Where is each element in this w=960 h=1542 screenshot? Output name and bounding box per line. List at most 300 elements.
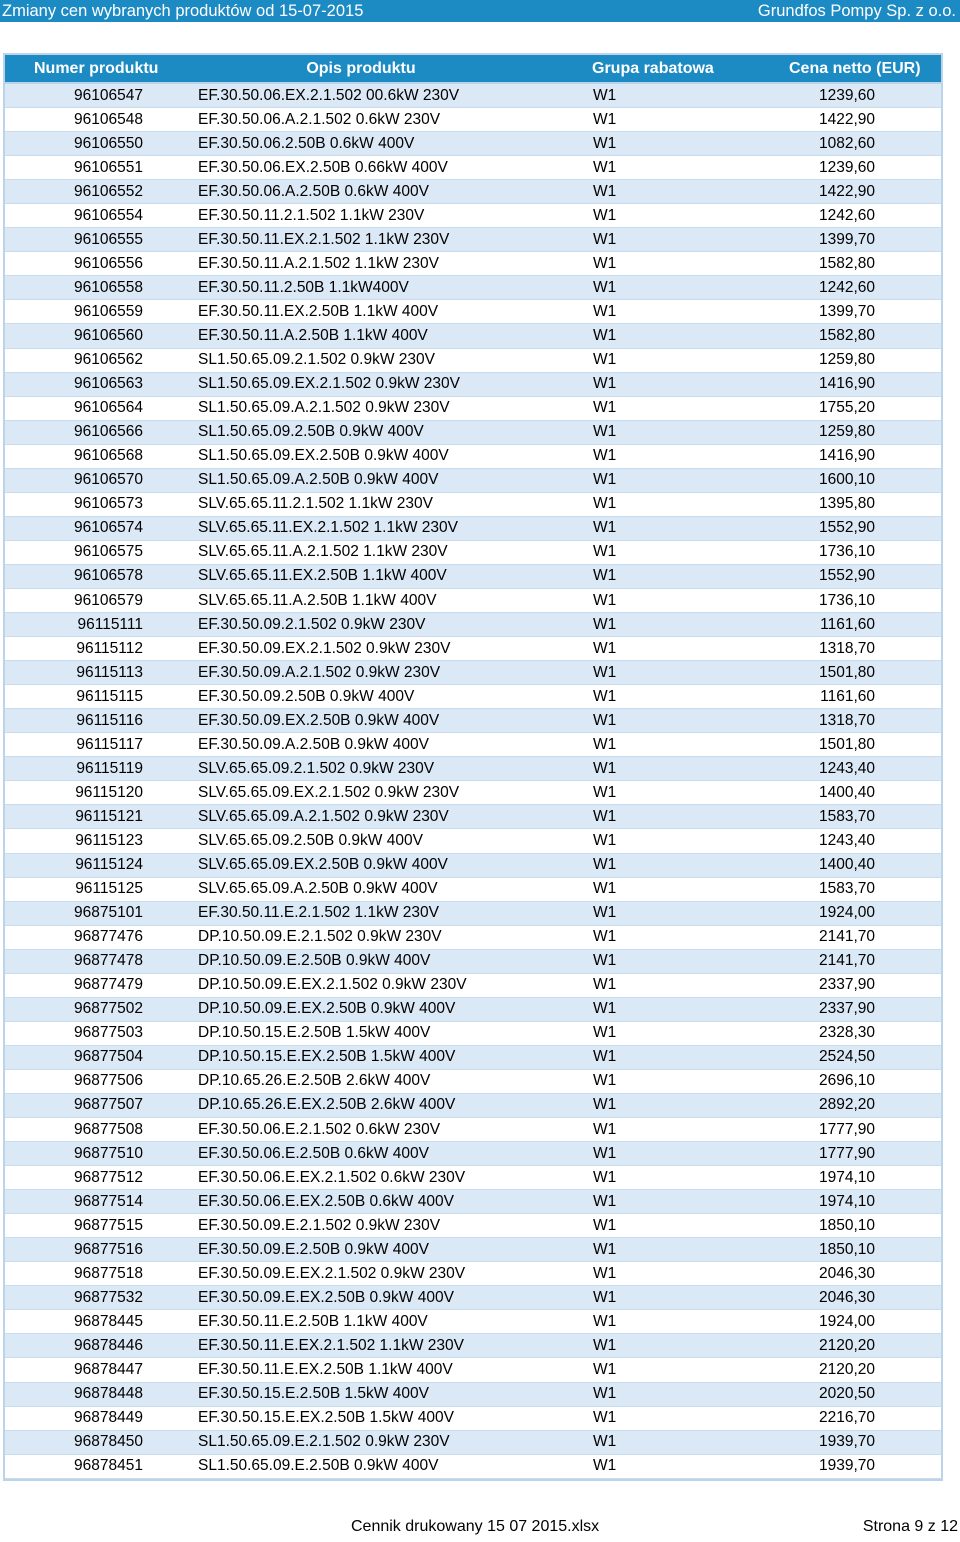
net-price-cell: 1583,70 bbox=[780, 805, 941, 829]
table-row bbox=[5, 1310, 941, 1334]
product-number-cell: 96106575 bbox=[5, 540, 198, 564]
description-cell: SLV.65.65.11.EX.2.1.502 1.1kW 230V bbox=[198, 516, 524, 540]
product-number-cell: 96877478 bbox=[5, 949, 198, 973]
description-cell: EF.30.50.09.E.EX.2.1.502 0.9kW 230V bbox=[198, 1262, 524, 1286]
discount-group-cell: W1 bbox=[524, 997, 780, 1021]
discount-group-cell: W1 bbox=[524, 1214, 780, 1238]
net-price-cell: 1259,80 bbox=[780, 420, 941, 444]
net-price-cell: 2120,20 bbox=[780, 1334, 941, 1358]
product-number-cell: 96877514 bbox=[5, 1190, 198, 1214]
net-price-cell: 1318,70 bbox=[780, 637, 941, 661]
net-price-cell: 1243,40 bbox=[780, 757, 941, 781]
product-number-cell: 96115115 bbox=[5, 685, 198, 709]
product-number-cell: 96106579 bbox=[5, 588, 198, 612]
discount-group-cell: W1 bbox=[524, 1406, 780, 1430]
discount-group-cell: W1 bbox=[524, 396, 780, 420]
table-row bbox=[5, 83, 941, 108]
net-price-cell: 1582,80 bbox=[780, 324, 941, 348]
discount-group-cell: W1 bbox=[524, 1190, 780, 1214]
table-header-row bbox=[5, 55, 941, 83]
description-cell: EF.30.50.06.E.EX.2.1.502 0.6kW 230V bbox=[198, 1166, 524, 1190]
table-row bbox=[5, 1118, 941, 1142]
price-table-container bbox=[3, 53, 943, 1481]
discount-group-cell: W1 bbox=[524, 733, 780, 757]
table-row bbox=[5, 637, 941, 661]
net-price-cell: 2337,90 bbox=[780, 973, 941, 997]
table-row bbox=[5, 781, 941, 805]
net-price-cell: 1924,00 bbox=[780, 1310, 941, 1334]
table-row bbox=[5, 1190, 941, 1214]
description-cell: EF.30.50.09.A.2.1.502 0.9kW 230V bbox=[198, 661, 524, 685]
net-price-cell: 1552,90 bbox=[780, 564, 941, 588]
table-row bbox=[5, 132, 941, 156]
net-price-cell: 2696,10 bbox=[780, 1069, 941, 1093]
net-price-cell: 1318,70 bbox=[780, 709, 941, 733]
discount-group-cell: W1 bbox=[524, 1430, 780, 1454]
description-cell: EF.30.50.09.A.2.50B 0.9kW 400V bbox=[198, 733, 524, 757]
description-cell: SL1.50.65.09.2.50B 0.9kW 400V bbox=[198, 420, 524, 444]
table-row bbox=[5, 156, 941, 180]
table-row bbox=[5, 228, 941, 252]
net-price-cell: 2020,50 bbox=[780, 1382, 941, 1406]
page-header bbox=[0, 0, 960, 22]
description-cell: SLV.65.65.09.EX.2.1.502 0.9kW 230V bbox=[198, 781, 524, 805]
description-cell: SL1.50.65.09.EX.2.1.502 0.9kW 230V bbox=[198, 372, 524, 396]
description-cell: DP.10.50.15.E.2.50B 1.5kW 400V bbox=[198, 1021, 524, 1045]
net-price-cell: 1422,90 bbox=[780, 108, 941, 132]
discount-group-cell: W1 bbox=[524, 613, 780, 637]
table-row bbox=[5, 1382, 941, 1406]
net-price-cell: 1600,10 bbox=[780, 468, 941, 492]
description-cell: SLV.65.65.09.EX.2.50B 0.9kW 400V bbox=[198, 853, 524, 877]
net-price-cell: 1399,70 bbox=[780, 300, 941, 324]
description-cell: EF.30.50.11.E.EX.2.1.502 1.1kW 230V bbox=[198, 1334, 524, 1358]
table-row bbox=[5, 348, 941, 372]
discount-group-cell: W1 bbox=[524, 1069, 780, 1093]
net-price-cell: 1924,00 bbox=[780, 901, 941, 925]
discount-group-cell: W1 bbox=[524, 252, 780, 276]
discount-group-cell: W1 bbox=[524, 805, 780, 829]
net-price-cell: 1422,90 bbox=[780, 180, 941, 204]
table-row bbox=[5, 540, 941, 564]
discount-group-cell: W1 bbox=[524, 1166, 780, 1190]
product-number-cell: 96877532 bbox=[5, 1286, 198, 1310]
table-row bbox=[5, 1358, 941, 1382]
net-price-cell: 1974,10 bbox=[780, 1166, 941, 1190]
column-header-description: Opis produktu bbox=[198, 55, 524, 83]
product-number-cell: 96115119 bbox=[5, 757, 198, 781]
net-price-cell: 1416,90 bbox=[780, 372, 941, 396]
discount-group-cell: W1 bbox=[524, 564, 780, 588]
product-number-cell: 96877508 bbox=[5, 1118, 198, 1142]
product-number-cell: 96106563 bbox=[5, 372, 198, 396]
discount-group-cell: W1 bbox=[524, 709, 780, 733]
discount-group-cell: W1 bbox=[524, 156, 780, 180]
discount-group-cell: W1 bbox=[524, 204, 780, 228]
table-row bbox=[5, 1142, 941, 1166]
table-row bbox=[5, 709, 941, 733]
discount-group-cell: W1 bbox=[524, 853, 780, 877]
description-cell: EF.30.50.11.E.EX.2.50B 1.1kW 400V bbox=[198, 1358, 524, 1382]
product-number-cell: 96106558 bbox=[5, 276, 198, 300]
description-cell: EF.30.50.06.E.2.1.502 0.6kW 230V bbox=[198, 1118, 524, 1142]
net-price-cell: 1239,60 bbox=[780, 156, 941, 180]
product-number-cell: 96877512 bbox=[5, 1166, 198, 1190]
net-price-cell: 1777,90 bbox=[780, 1118, 941, 1142]
table-row bbox=[5, 1286, 941, 1310]
net-price-cell: 1552,90 bbox=[780, 516, 941, 540]
net-price-cell: 2216,70 bbox=[780, 1406, 941, 1430]
discount-group-cell: W1 bbox=[524, 1454, 780, 1478]
discount-group-cell: W1 bbox=[524, 949, 780, 973]
product-number-cell: 96877502 bbox=[5, 997, 198, 1021]
table-row bbox=[5, 372, 941, 396]
product-number-cell: 96878445 bbox=[5, 1310, 198, 1334]
description-cell: EF.30.50.09.E.EX.2.50B 0.9kW 400V bbox=[198, 1286, 524, 1310]
net-price-cell: 1399,70 bbox=[780, 228, 941, 252]
description-cell: SLV.65.65.11.A.2.1.502 1.1kW 230V bbox=[198, 540, 524, 564]
table-row bbox=[5, 1334, 941, 1358]
discount-group-cell: W1 bbox=[524, 685, 780, 709]
product-number-cell: 96106562 bbox=[5, 348, 198, 372]
discount-group-cell: W1 bbox=[524, 637, 780, 661]
discount-group-cell: W1 bbox=[524, 540, 780, 564]
discount-group-cell: W1 bbox=[524, 444, 780, 468]
description-cell: EF.30.50.11.2.1.502 1.1kW 230V bbox=[198, 204, 524, 228]
product-number-cell: 96106573 bbox=[5, 492, 198, 516]
net-price-cell: 1400,40 bbox=[780, 781, 941, 805]
net-price-cell: 2046,30 bbox=[780, 1286, 941, 1310]
table-row bbox=[5, 204, 941, 228]
description-cell: DP.10.50.09.E.EX.2.50B 0.9kW 400V bbox=[198, 997, 524, 1021]
product-number-cell: 96106568 bbox=[5, 444, 198, 468]
description-cell: SL1.50.65.09.EX.2.50B 0.9kW 400V bbox=[198, 444, 524, 468]
discount-group-cell: W1 bbox=[524, 372, 780, 396]
table-row bbox=[5, 1238, 941, 1262]
net-price-cell: 2141,70 bbox=[780, 949, 941, 973]
discount-group-cell: W1 bbox=[524, 324, 780, 348]
discount-group-cell: W1 bbox=[524, 1021, 780, 1045]
net-price-cell: 1400,40 bbox=[780, 853, 941, 877]
product-number-cell: 96877503 bbox=[5, 1021, 198, 1045]
table-row bbox=[5, 949, 941, 973]
discount-group-cell: W1 bbox=[524, 516, 780, 540]
table-row bbox=[5, 1166, 941, 1190]
price-table bbox=[5, 55, 941, 1479]
net-price-cell: 1583,70 bbox=[780, 877, 941, 901]
net-price-cell: 1777,90 bbox=[780, 1142, 941, 1166]
product-number-cell: 96877507 bbox=[5, 1093, 198, 1117]
product-number-cell: 96877518 bbox=[5, 1262, 198, 1286]
description-cell: EF.30.50.06.E.2.50B 0.6kW 400V bbox=[198, 1142, 524, 1166]
table-row bbox=[5, 1262, 941, 1286]
product-number-cell: 96106578 bbox=[5, 564, 198, 588]
product-number-cell: 96878448 bbox=[5, 1382, 198, 1406]
table-row bbox=[5, 1021, 941, 1045]
description-cell: SL1.50.65.09.A.2.50B 0.9kW 400V bbox=[198, 468, 524, 492]
product-number-cell: 96878447 bbox=[5, 1358, 198, 1382]
description-cell: EF.30.50.09.E.2.1.502 0.9kW 230V bbox=[198, 1214, 524, 1238]
table-row bbox=[5, 685, 941, 709]
description-cell: EF.30.50.11.A.2.50B 1.1kW 400V bbox=[198, 324, 524, 348]
description-cell: EF.30.50.11.A.2.1.502 1.1kW 230V bbox=[198, 252, 524, 276]
product-number-cell: 96106570 bbox=[5, 468, 198, 492]
discount-group-cell: W1 bbox=[524, 1142, 780, 1166]
header-title: Zmiany cen wybranych produktów od 15-07-2015 bbox=[2, 2, 364, 20]
table-row bbox=[5, 853, 941, 877]
product-number-cell: 96106551 bbox=[5, 156, 198, 180]
product-number-cell: 96106574 bbox=[5, 516, 198, 540]
product-number-cell: 96115120 bbox=[5, 781, 198, 805]
discount-group-cell: W1 bbox=[524, 1093, 780, 1117]
net-price-cell: 1242,60 bbox=[780, 276, 941, 300]
net-price-cell: 1736,10 bbox=[780, 540, 941, 564]
discount-group-cell: W1 bbox=[524, 348, 780, 372]
net-price-cell: 2046,30 bbox=[780, 1262, 941, 1286]
description-cell: DP.10.50.09.E.2.1.502 0.9kW 230V bbox=[198, 925, 524, 949]
discount-group-cell: W1 bbox=[524, 108, 780, 132]
table-row bbox=[5, 1406, 941, 1430]
description-cell: SLV.65.65.09.A.2.50B 0.9kW 400V bbox=[198, 877, 524, 901]
product-number-cell: 96115121 bbox=[5, 805, 198, 829]
net-price-cell: 1755,20 bbox=[780, 396, 941, 420]
product-number-cell: 96877506 bbox=[5, 1069, 198, 1093]
description-cell: DP.10.50.15.E.EX.2.50B 1.5kW 400V bbox=[198, 1045, 524, 1069]
discount-group-cell: W1 bbox=[524, 83, 780, 108]
table-row bbox=[5, 613, 941, 637]
table-row bbox=[5, 1430, 941, 1454]
product-number-cell: 96115123 bbox=[5, 829, 198, 853]
table-row bbox=[5, 925, 941, 949]
table-row bbox=[5, 324, 941, 348]
table-row bbox=[5, 492, 941, 516]
description-cell: SLV.65.65.11.2.1.502 1.1kW 230V bbox=[198, 492, 524, 516]
table-row bbox=[5, 1069, 941, 1093]
table-row bbox=[5, 1093, 941, 1117]
column-header-discount-group: Grupa rabatowa bbox=[524, 55, 780, 83]
net-price-cell: 1161,60 bbox=[780, 685, 941, 709]
product-number-cell: 96877515 bbox=[5, 1214, 198, 1238]
description-cell: EF.30.50.09.2.50B 0.9kW 400V bbox=[198, 685, 524, 709]
table-row bbox=[5, 733, 941, 757]
table-header bbox=[5, 55, 941, 83]
net-price-cell: 1850,10 bbox=[780, 1238, 941, 1262]
product-number-cell: 96106556 bbox=[5, 252, 198, 276]
description-cell: EF.30.50.11.E.2.50B 1.1kW 400V bbox=[198, 1310, 524, 1334]
table-row bbox=[5, 180, 941, 204]
description-cell: EF.30.50.06.2.50B 0.6kW 400V bbox=[198, 132, 524, 156]
discount-group-cell: W1 bbox=[524, 420, 780, 444]
product-number-cell: 96875101 bbox=[5, 901, 198, 925]
product-number-cell: 96878451 bbox=[5, 1454, 198, 1478]
discount-group-cell: W1 bbox=[524, 661, 780, 685]
table-row bbox=[5, 901, 941, 925]
net-price-cell: 1736,10 bbox=[780, 588, 941, 612]
table-row bbox=[5, 420, 941, 444]
description-cell: SLV.65.65.11.A.2.50B 1.1kW 400V bbox=[198, 588, 524, 612]
description-cell: EF.30.50.11.2.50B 1.1kW400V bbox=[198, 276, 524, 300]
product-number-cell: 96878450 bbox=[5, 1430, 198, 1454]
footer-page-number: Strona 9 z 12 bbox=[862, 1518, 958, 1535]
product-number-cell: 96877510 bbox=[5, 1142, 198, 1166]
product-number-cell: 96115111 bbox=[5, 613, 198, 637]
discount-group-cell: W1 bbox=[524, 757, 780, 781]
net-price-cell: 2328,30 bbox=[780, 1021, 941, 1045]
discount-group-cell: W1 bbox=[524, 132, 780, 156]
net-price-cell: 1243,40 bbox=[780, 829, 941, 853]
description-cell: EF.30.50.06.EX.2.1.502 00.6kW 230V bbox=[198, 83, 524, 108]
net-price-cell: 2337,90 bbox=[780, 997, 941, 1021]
discount-group-cell: W1 bbox=[524, 973, 780, 997]
product-number-cell: 96106554 bbox=[5, 204, 198, 228]
description-cell: EF.30.50.09.EX.2.50B 0.9kW 400V bbox=[198, 709, 524, 733]
product-number-cell: 96877504 bbox=[5, 1045, 198, 1069]
discount-group-cell: W1 bbox=[524, 781, 780, 805]
table-row bbox=[5, 300, 941, 324]
discount-group-cell: W1 bbox=[524, 1310, 780, 1334]
table-row bbox=[5, 877, 941, 901]
net-price-cell: 1416,90 bbox=[780, 444, 941, 468]
description-cell: SL1.50.65.09.A.2.1.502 0.9kW 230V bbox=[198, 396, 524, 420]
description-cell: SL1.50.65.09.E.2.1.502 0.9kW 230V bbox=[198, 1430, 524, 1454]
description-cell: EF.30.50.06.A.2.1.502 0.6kW 230V bbox=[198, 108, 524, 132]
net-price-cell: 1082,60 bbox=[780, 132, 941, 156]
net-price-cell: 2141,70 bbox=[780, 925, 941, 949]
table-row bbox=[5, 516, 941, 540]
product-number-cell: 96106550 bbox=[5, 132, 198, 156]
table-row bbox=[5, 829, 941, 853]
discount-group-cell: W1 bbox=[524, 588, 780, 612]
description-cell: EF.30.50.11.EX.2.50B 1.1kW 400V bbox=[198, 300, 524, 324]
net-price-cell: 1239,60 bbox=[780, 83, 941, 108]
discount-group-cell: W1 bbox=[524, 492, 780, 516]
product-number-cell: 96106560 bbox=[5, 324, 198, 348]
product-number-cell: 96115125 bbox=[5, 877, 198, 901]
description-cell: EF.30.50.06.A.2.50B 0.6kW 400V bbox=[198, 180, 524, 204]
product-number-cell: 96106559 bbox=[5, 300, 198, 324]
description-cell: EF.30.50.09.2.1.502 0.9kW 230V bbox=[198, 613, 524, 637]
discount-group-cell: W1 bbox=[524, 829, 780, 853]
net-price-cell: 1395,80 bbox=[780, 492, 941, 516]
net-price-cell: 1242,60 bbox=[780, 204, 941, 228]
description-cell: EF.30.50.06.EX.2.50B 0.66kW 400V bbox=[198, 156, 524, 180]
table-row bbox=[5, 997, 941, 1021]
description-cell: EF.30.50.06.E.EX.2.50B 0.6kW 400V bbox=[198, 1190, 524, 1214]
table-row bbox=[5, 757, 941, 781]
discount-group-cell: W1 bbox=[524, 925, 780, 949]
description-cell: EF.30.50.09.EX.2.1.502 0.9kW 230V bbox=[198, 637, 524, 661]
table-row bbox=[5, 973, 941, 997]
net-price-cell: 2524,50 bbox=[780, 1045, 941, 1069]
net-price-cell: 1501,80 bbox=[780, 733, 941, 757]
discount-group-cell: W1 bbox=[524, 228, 780, 252]
product-number-cell: 96106547 bbox=[5, 83, 198, 108]
description-cell: SLV.65.65.09.A.2.1.502 0.9kW 230V bbox=[198, 805, 524, 829]
net-price-cell: 1259,80 bbox=[780, 348, 941, 372]
net-price-cell: 1974,10 bbox=[780, 1190, 941, 1214]
product-number-cell: 96106566 bbox=[5, 420, 198, 444]
discount-group-cell: W1 bbox=[524, 877, 780, 901]
product-number-cell: 96877476 bbox=[5, 925, 198, 949]
description-cell: EF.30.50.11.EX.2.1.502 1.1kW 230V bbox=[198, 228, 524, 252]
table-row bbox=[5, 1214, 941, 1238]
description-cell: DP.10.50.09.E.EX.2.1.502 0.9kW 230V bbox=[198, 973, 524, 997]
description-cell: EF.30.50.09.E.2.50B 0.9kW 400V bbox=[198, 1238, 524, 1262]
product-number-cell: 96878446 bbox=[5, 1334, 198, 1358]
product-number-cell: 96115117 bbox=[5, 733, 198, 757]
table-row bbox=[5, 1454, 941, 1478]
table-row bbox=[5, 1045, 941, 1069]
discount-group-cell: W1 bbox=[524, 300, 780, 324]
net-price-cell: 1161,60 bbox=[780, 613, 941, 637]
product-number-cell: 96115113 bbox=[5, 661, 198, 685]
product-number-cell: 96106564 bbox=[5, 396, 198, 420]
column-header-product-number: Numer produktu bbox=[5, 55, 198, 83]
description-cell: DP.10.65.26.E.EX.2.50B 2.6kW 400V bbox=[198, 1093, 524, 1117]
product-number-cell: 96115116 bbox=[5, 709, 198, 733]
net-price-cell: 1939,70 bbox=[780, 1430, 941, 1454]
table-row bbox=[5, 276, 941, 300]
product-number-cell: 96106548 bbox=[5, 108, 198, 132]
product-number-cell: 96115112 bbox=[5, 637, 198, 661]
net-price-cell: 1850,10 bbox=[780, 1214, 941, 1238]
discount-group-cell: W1 bbox=[524, 1358, 780, 1382]
description-cell: EF.30.50.15.E.2.50B 1.5kW 400V bbox=[198, 1382, 524, 1406]
discount-group-cell: W1 bbox=[524, 1334, 780, 1358]
net-price-cell: 1582,80 bbox=[780, 252, 941, 276]
discount-group-cell: W1 bbox=[524, 180, 780, 204]
description-cell: SL1.50.65.09.E.2.50B 0.9kW 400V bbox=[198, 1454, 524, 1478]
description-cell: SLV.65.65.09.2.1.502 0.9kW 230V bbox=[198, 757, 524, 781]
table-row bbox=[5, 396, 941, 420]
description-cell: SLV.65.65.11.EX.2.50B 1.1kW 400V bbox=[198, 564, 524, 588]
table-row bbox=[5, 108, 941, 132]
table-row bbox=[5, 805, 941, 829]
product-number-cell: 96877516 bbox=[5, 1238, 198, 1262]
table-row bbox=[5, 252, 941, 276]
description-cell: SL1.50.65.09.2.1.502 0.9kW 230V bbox=[198, 348, 524, 372]
discount-group-cell: W1 bbox=[524, 1238, 780, 1262]
description-cell: SLV.65.65.09.2.50B 0.9kW 400V bbox=[198, 829, 524, 853]
discount-group-cell: W1 bbox=[524, 468, 780, 492]
table-row bbox=[5, 661, 941, 685]
header-company: Grundfos Pompy Sp. z o.o. bbox=[757, 2, 956, 20]
net-price-cell: 2120,20 bbox=[780, 1358, 941, 1382]
table-body bbox=[5, 83, 941, 1478]
product-number-cell: 96106555 bbox=[5, 228, 198, 252]
net-price-cell: 1501,80 bbox=[780, 661, 941, 685]
net-price-cell: 2892,20 bbox=[780, 1093, 941, 1117]
table-row bbox=[5, 468, 941, 492]
footer-filename: Cennik drukowany 15 07 2015.xlsx bbox=[351, 1518, 600, 1535]
description-cell: DP.10.65.26.E.2.50B 2.6kW 400V bbox=[198, 1069, 524, 1093]
product-number-cell: 96877479 bbox=[5, 973, 198, 997]
product-number-cell: 96878449 bbox=[5, 1406, 198, 1430]
discount-group-cell: W1 bbox=[524, 276, 780, 300]
net-price-cell: 1939,70 bbox=[780, 1454, 941, 1478]
discount-group-cell: W1 bbox=[524, 1286, 780, 1310]
discount-group-cell: W1 bbox=[524, 1382, 780, 1406]
table-row bbox=[5, 588, 941, 612]
description-cell: EF.30.50.11.E.2.1.502 1.1kW 230V bbox=[198, 901, 524, 925]
discount-group-cell: W1 bbox=[524, 1118, 780, 1142]
product-number-cell: 96115124 bbox=[5, 853, 198, 877]
discount-group-cell: W1 bbox=[524, 1045, 780, 1069]
table-row bbox=[5, 444, 941, 468]
product-number-cell: 96106552 bbox=[5, 180, 198, 204]
table-row bbox=[5, 564, 941, 588]
discount-group-cell: W1 bbox=[524, 1262, 780, 1286]
